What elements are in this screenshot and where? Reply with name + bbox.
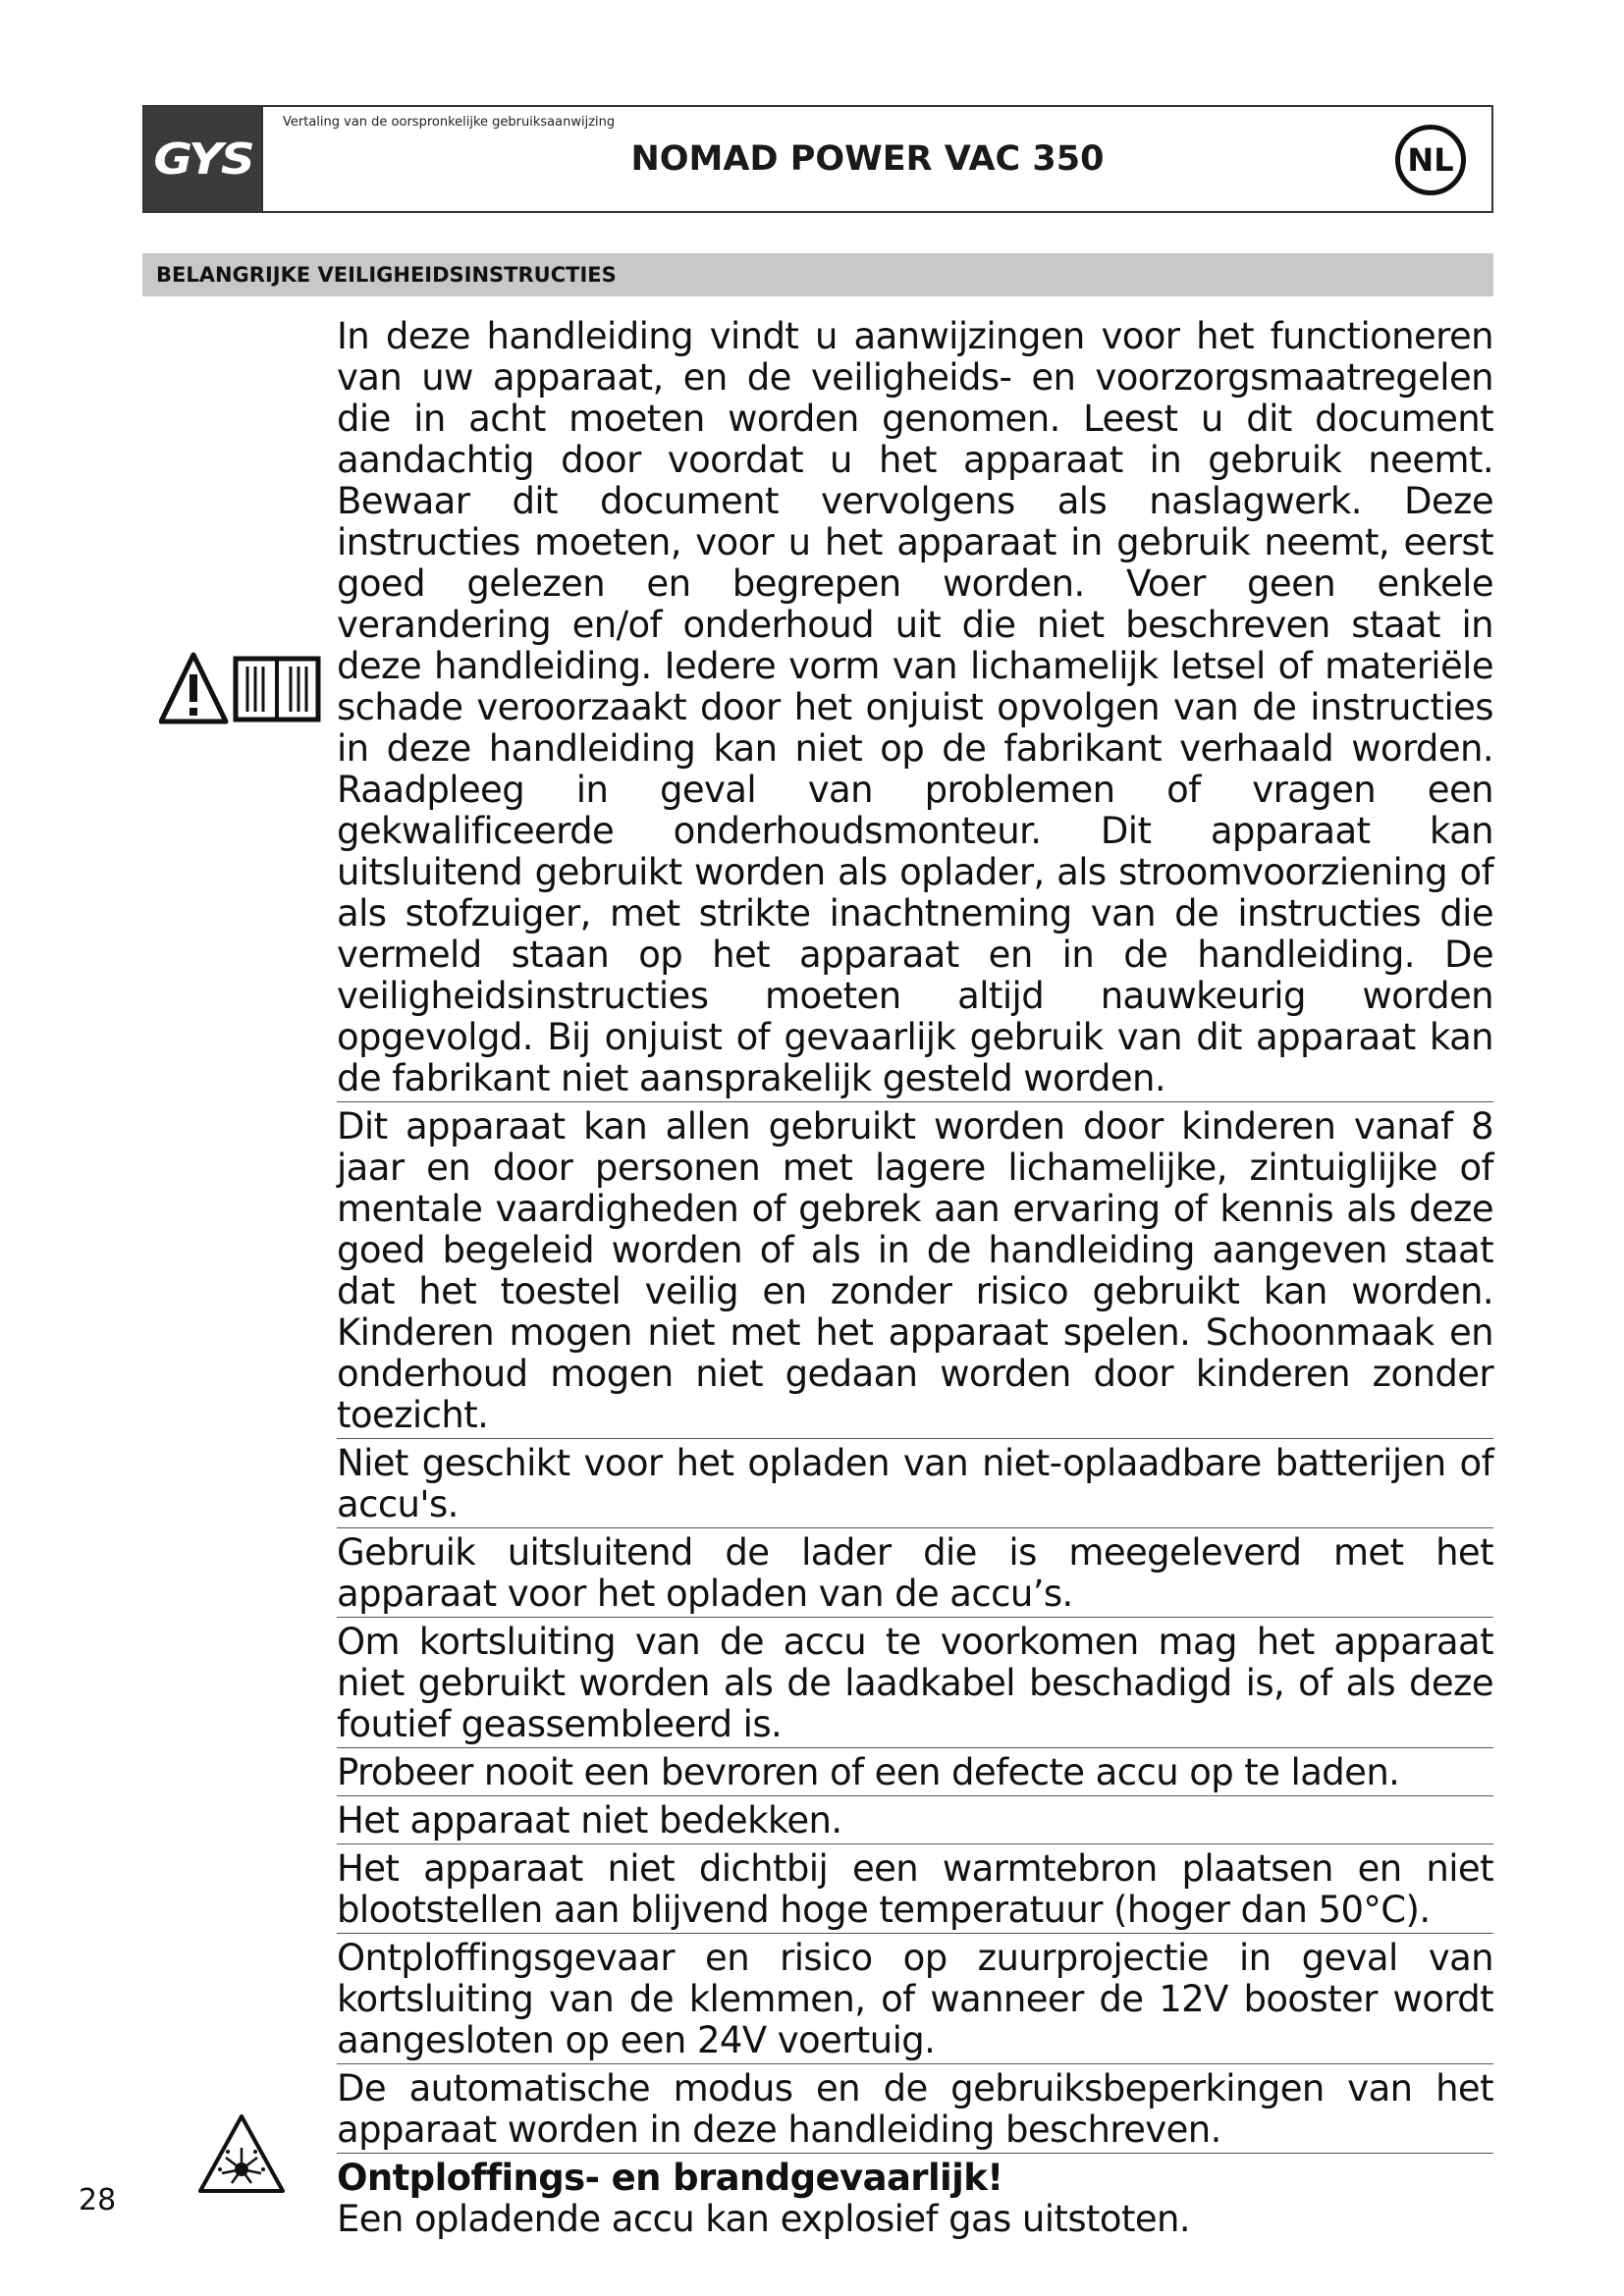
page-number: 28 [79, 2183, 117, 2217]
instruction-paragraph: De automatische modus en de gebruiksbeperkingen van het apparaat worden in deze handleiding beschreven. [337, 2068, 1493, 2154]
instruction-paragraph: Om kortsluiting van de accu te voorkomen mag het apparaat niet gebruikt worden als de laadkabel beschadigd is, of als deze foutief geassembleerd is. [337, 1622, 1493, 1748]
warning-icon [161, 655, 226, 721]
warning-text: Een opladende accu kan explosief gas uitstoten. [337, 2198, 1191, 2240]
warning-title: Ontploffings- en brandgevaarlijk! [337, 2157, 1003, 2199]
instructions-content [337, 316, 1493, 2246]
document-header [142, 105, 1493, 213]
instruction-paragraph: Ontploffingsgevaar en risico op zuurprojectie in geval van kortsluiting van de klemmen, of wanneer de 12V booster wordt aangesloten op een 24V voertuig. [337, 1938, 1493, 2064]
explosion-warning-icon [196, 2112, 287, 2197]
gys-logo [144, 107, 263, 211]
instruction-paragraph: Dit apparaat kan allen gebruikt worden door kinderen vanaf 8 jaar en door personen met lagere lichamelijke, zintuiglijke of mentale vaardigheden of gebrek aan ervaring of kennis als deze goed begeleid worden of als in de handleiding aangeven staat dat het toestel veilig en zonder risico gebruikt kan worden. Kinderen mogen niet met het apparaat spelen. Schoonmaak en onderhoud mogen niet gedaan worden door kinderen zonder toezicht. [337, 1106, 1493, 1439]
instruction-paragraph: Het apparaat niet bedekken. [337, 1800, 1493, 1844]
section-title: BELANGRIJKE VEILIGHEIDSINSTRUCTIES [142, 253, 1493, 296]
instruction-paragraph: Probeer nooit een bevroren of een defecte accu op te laden. [337, 1752, 1493, 1796]
instruction-paragraph: In deze handleiding vindt u aanwijzingen voor het functioneren van uw apparaat, en de veiligheids- en voorzorgsmaatregelen die in acht moeten worden genomen. Leest u dit document aandachtig door voordat u het apparaat in gebruik neemt. Bewaar dit document vervolgens als naslagwerk. Deze instructies moeten, voor u het apparaat in gebruik neemt, eerst goed gelezen en begrepen worden. Voer geen enkele verandering en/of onderhoud uit die niet beschreven staat in deze handleiding. Iedere vorm van lichamelijk letsel of materiële schade veroorzaakt door het onjuist opvolgen van de instructies in deze handleiding kan niet op de fabrikant verhaald worden. Raadpleeg in geval van problemen of vragen een gekwalificeerde onderhoudsmonteur. Dit apparaat kan uitsluitend gebruikt worden als oplader, als stroomvoorziening of als stofzuiger, met strikte inachtneming van de instructies die vermeld staan op het apparaat en in de handleiding. De veiligheidsinstructies moeten altijd nauwkeurig worden opgevolgd. Bij onjuist of gevaarlijk gebruik van dit apparaat kan de fabrikant niet aansprakelijk gesteld worden. [337, 316, 1493, 1102]
instruction-paragraph: Gebruik uitsluitend de lader die is meegeleverd met het apparaat voor het opladen van de accu’s. [337, 1532, 1493, 1618]
logo-text: GYS [152, 133, 253, 185]
explosion-warning [337, 2158, 1493, 2242]
instruction-paragraph: Het apparaat niet dichtbij een warmtebron plaatsen en niet blootstellen aan blijvend hoge temperatuur (hoger dan 50°C). [337, 1848, 1493, 1934]
language-badge: NL [1395, 125, 1466, 195]
instruction-paragraph: Niet geschikt voor het opladen van niet-oplaadbare batterijen of accu's. [337, 1443, 1493, 1528]
warning-manual-icon [159, 651, 322, 725]
product-title: NOMAD POWER VAC 350 [630, 139, 1105, 179]
header-subtitle: Vertaling van de oorspronkelijke gebruiksaanwijzing [283, 115, 616, 130]
header-main [263, 107, 1491, 211]
manual-book-icon [236, 659, 318, 720]
